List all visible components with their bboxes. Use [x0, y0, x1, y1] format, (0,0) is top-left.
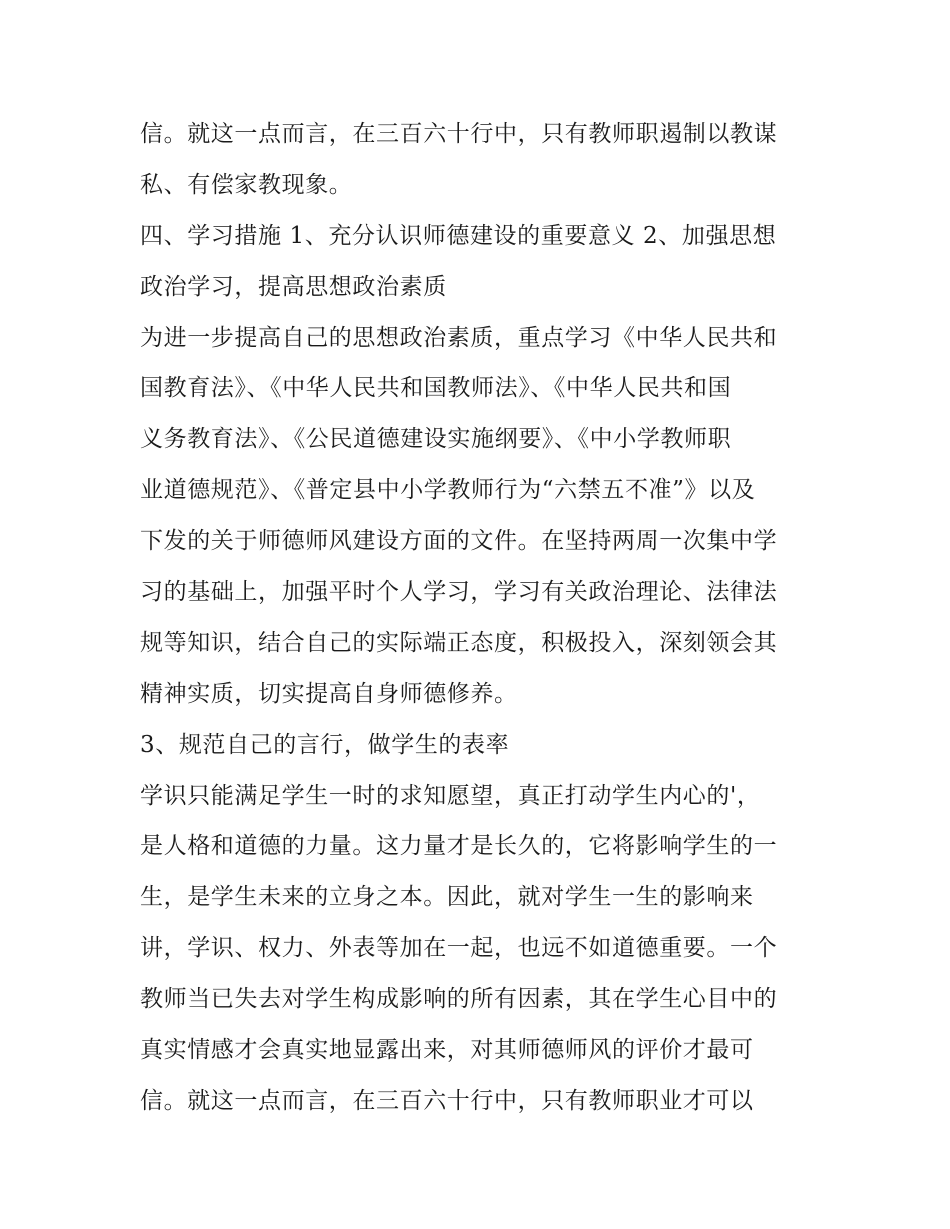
- text-line: 教师当已失去对学生构成影响的所有因素，其在学生心目中的: [140, 986, 778, 1013]
- text-line: 学识只能满足学生一时的求知愿望，真正打动学生内心的'，: [140, 782, 761, 809]
- text-line: 业道德规范》、《普定县中小学教师行为“六禁五不准”》以及: [140, 477, 756, 504]
- text-line: 私、有偿家教现象。: [140, 171, 353, 198]
- text-line: 义务教育法》、《公民道德建设实施纲要》、《中小学教师职: [140, 426, 732, 453]
- text-line: 国教育法》、《中华人民共和国教师法》、《中华人民共和国: [140, 375, 732, 402]
- text-line: 政治学习，提高思想政治素质: [140, 273, 447, 300]
- text-line: 信。就这一点而言，在三百六十行中，只有教师职遏制以教谋: [140, 121, 778, 147]
- text-line: 规等知识，结合自己的实际端正态度，积极投入，深刻领会其: [140, 629, 778, 656]
- text-line: 讲，学识、权力、外表等加在一起，也远不如道德重要。一个: [140, 935, 778, 962]
- text-line: 生，是学生未来的立身之本。因此，就对学生一生的影响来: [140, 884, 754, 911]
- text-line: 信。就这一点而言，在三百六十行中，只有教师职业才可以: [140, 1087, 754, 1114]
- text-line: 3、规范自己的言行，做学生的表率: [140, 731, 510, 758]
- text-line: 习的基础上，加强平时个人学习，学习有关政治理论、法律法: [140, 579, 778, 606]
- text-line: 精神实质，切实提高自身师德修养。: [140, 680, 518, 707]
- text-line: 真实情感才会真实地显露出来，对其师德师风的评价才最可: [140, 1037, 754, 1064]
- text-line: 为进一步提高自己的思想政治素质，重点学习《中华人民共和: [140, 324, 778, 351]
- text-line: 四、学习措施 1、充分认识师德建设的重要意义 2、加强思想: [140, 222, 777, 249]
- body-text: [140, 109, 820, 1127]
- text-line: 是人格和道德的力量。这力量才是长久的，它将影响学生的一: [140, 833, 778, 860]
- text-line: 下发的关于师德师风建设方面的文件。在坚持两周一次集中学: [140, 528, 778, 555]
